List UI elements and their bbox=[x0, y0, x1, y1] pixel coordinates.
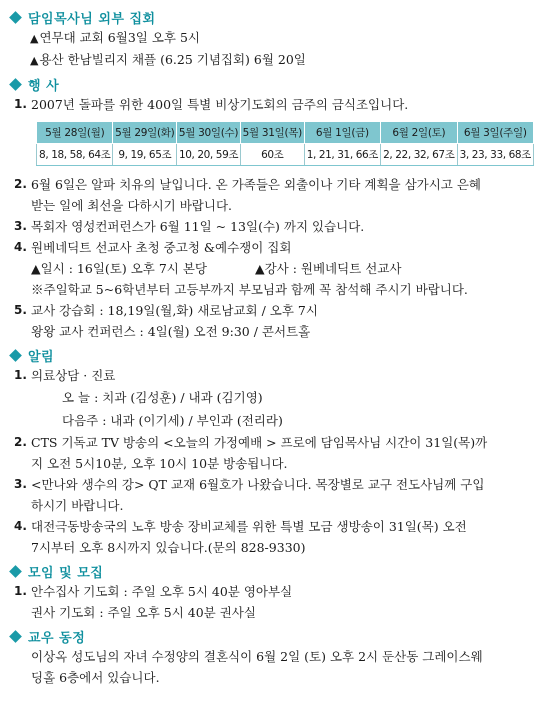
item-text: 2007년 돌파를 위한 400일 특별 비상기도회의 금주의 금식조입니다. bbox=[31, 97, 409, 112]
notices-item-2 bbox=[8, 432, 540, 453]
medical-today: 오 늘 : 치과 (김성훈) / 내과 (김기영) bbox=[62, 390, 263, 405]
fasting-schedule-table bbox=[36, 121, 534, 166]
triangle-bullet-icon: ▲ bbox=[30, 32, 39, 45]
events-item-5 bbox=[8, 300, 540, 321]
item-text-continued: 지 오전 5시10분, 오후 10시 10분 방송됩니다. bbox=[31, 456, 288, 471]
table-header-cell: 5월 30일(수) bbox=[177, 122, 241, 144]
section-title-notices bbox=[8, 345, 540, 365]
item-text-continued: 받는 일에 최선을 다하시기 바랍니다. bbox=[31, 198, 232, 213]
table-header-cell: 6월 2일(토) bbox=[381, 122, 457, 144]
item-text: 의료상담 · 진료 bbox=[31, 368, 116, 383]
diamond-icon bbox=[9, 565, 22, 578]
triangle-bullet-icon: ▲ bbox=[31, 261, 41, 276]
table-cell: 1, 21, 31, 66조 bbox=[304, 144, 380, 166]
item-text-continued: 권사 기도회 : 주일 오후 5시 40분 권사실 bbox=[31, 605, 256, 620]
triangle-bullet-icon: ▲ bbox=[30, 54, 39, 67]
item-text: CTS 기독교 TV 방송의 <오늘의 가정예배 > 프로에 담임목사님 시간이 31일(목)까 bbox=[31, 435, 488, 450]
item-text: 목회자 영성컨퍼런스가 6월 11일 ~ 13일(수) 까지 있습니다. bbox=[31, 219, 365, 234]
item-number: 5. bbox=[14, 303, 27, 317]
item-text-continued: 하시기 바랍니다. bbox=[31, 498, 124, 513]
item-text: 안수집사 기도회 : 주일 오후 5시 40분 영아부실 bbox=[31, 584, 293, 599]
members-text: 이상옥 성도님의 자녀 수정양의 결혼식이 6월 2일 (토) 오후 2시 둔산동 그레이스웨 bbox=[31, 649, 483, 664]
gatherings-item-1 bbox=[8, 581, 540, 602]
section-title-events bbox=[8, 74, 540, 94]
table-cell: 60조 bbox=[240, 144, 304, 166]
item-number: 4. bbox=[14, 519, 27, 533]
section-title-text: 교우 동정 bbox=[28, 630, 86, 646]
diamond-icon bbox=[9, 630, 22, 643]
table-header-cell: 5월 29일(화) bbox=[113, 122, 177, 144]
notices-item-4 bbox=[8, 516, 540, 537]
table-header-row bbox=[37, 122, 534, 144]
item-number: 4. bbox=[14, 240, 27, 254]
diamond-icon bbox=[9, 78, 22, 91]
triangle-bullet-icon: ▲ bbox=[254, 261, 265, 276]
events-item-3 bbox=[8, 216, 540, 237]
table-cell: 8, 18, 58, 64조 bbox=[37, 144, 113, 166]
section-title-external bbox=[8, 7, 540, 27]
item-text-continued: 왕왕 교사 컨퍼런스 : 4일(월) 오전 9:30 / 콘서트홀 bbox=[31, 324, 311, 339]
section-title-text: 담임목사님 외부 집회 bbox=[28, 11, 156, 27]
events-item-1 bbox=[8, 94, 540, 115]
item-number: 3. bbox=[14, 219, 27, 233]
table-header-cell: 6월 1일(금) bbox=[304, 122, 380, 144]
members-text-continued: 딩홀 6층에서 있습니다. bbox=[31, 670, 160, 685]
event-date: 일시 : 16일(토) 오후 7시 본당 bbox=[40, 261, 207, 276]
section-title-gatherings bbox=[8, 561, 540, 581]
item-text: 교사 강습회 : 18,19일(월,화) 새로남교회 / 오후 7시 bbox=[31, 303, 318, 318]
section-title-members bbox=[8, 626, 540, 646]
external-line-1: ▲연무대 교회 6월3일 오후 5시 bbox=[30, 30, 200, 45]
event-speaker: 강사 : 원베네딕트 선교사 bbox=[264, 261, 402, 276]
table-cell: 10, 20, 59조 bbox=[177, 144, 241, 166]
item-text: 대전극동방송국의 노후 방송 장비교체를 위한 특별 모금 생방송이 31일(목) 오전 bbox=[31, 519, 467, 534]
table-header-cell: 5월 31일(목) bbox=[240, 122, 304, 144]
section-title-text: 모임 및 모집 bbox=[28, 565, 104, 581]
item-number: 1. bbox=[14, 97, 27, 111]
section-title-text: 행 사 bbox=[28, 78, 60, 94]
item-text: <만나와 생수의 강> QT 교재 6월호가 나왔습니다. 목장별로 교구 전도사님께 구입 bbox=[31, 477, 485, 492]
section-title-text: 알림 bbox=[28, 349, 55, 365]
item-number: 1. bbox=[14, 584, 27, 598]
notices-item-3 bbox=[8, 474, 540, 495]
table-cell: 9, 19, 65조 bbox=[113, 144, 177, 166]
notices-item-1 bbox=[8, 365, 540, 386]
item-number: 2. bbox=[14, 177, 27, 191]
event-note: ※주일학교 5~6학년부터 고등부까지 부모님과 함께 꼭 참석해 주시기 바랍니다. bbox=[31, 282, 468, 297]
item-number: 2. bbox=[14, 435, 27, 449]
item-text: 6월 6일은 알파 치유의 날입니다. 온 가족들은 외출이나 기타 계획을 삼가시고 은혜 bbox=[31, 177, 481, 192]
table-header-cell: 6월 3일(주일) bbox=[457, 122, 533, 144]
item-text: 원베네딕트 선교사 초청 중고청 &예수쟁이 집회 bbox=[31, 240, 292, 255]
table-cell: 3, 23, 33, 68조 bbox=[457, 144, 533, 166]
table-row bbox=[37, 144, 534, 166]
diamond-icon bbox=[9, 11, 22, 24]
event-details bbox=[8, 258, 540, 279]
external-line-2: ▲용산 한남빌리지 채플 (6.25 기념집회) 6월 20일 bbox=[30, 52, 306, 67]
item-text-continued: 7시부터 오후 8시까지 있습니다.(문의 828-9330) bbox=[31, 540, 306, 555]
table-cell: 2, 22, 32, 67조 bbox=[381, 144, 457, 166]
medical-next-week: 다음주 : 내과 (이기세) / 부인과 (전리라) bbox=[62, 413, 283, 428]
table-header-cell: 5월 28일(월) bbox=[37, 122, 113, 144]
item-number: 1. bbox=[14, 368, 27, 382]
diamond-icon bbox=[9, 349, 22, 362]
item-number: 3. bbox=[14, 477, 27, 491]
events-item-2 bbox=[8, 174, 540, 195]
events-item-4 bbox=[8, 237, 540, 258]
